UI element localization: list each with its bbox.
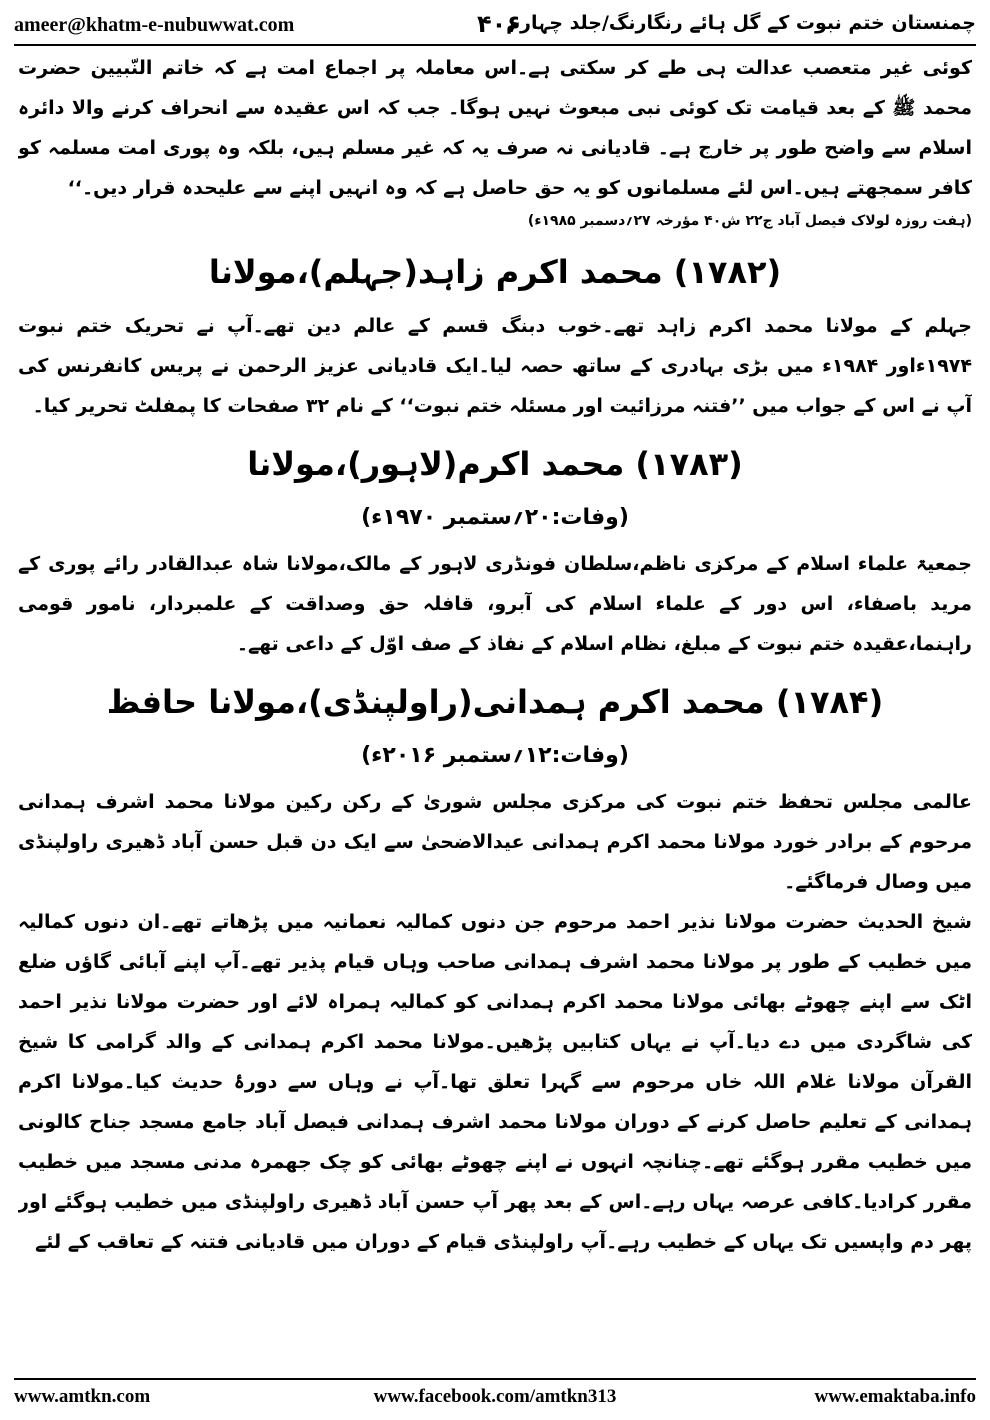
- footer-link-facebook[interactable]: www.facebook.com/amtkn313: [373, 1386, 617, 1407]
- footer-link-emaktaba[interactable]: www.emaktaba.info: [814, 1386, 976, 1407]
- entry-1782: [18, 248, 972, 426]
- entry-paragraph: عالمی مجلس تحفظ ختم نبوت کی مرکزی مجلس شوریٰ کے رکن رکین مولانا محمد اشرف ہمدانی مرحوم کے برادر خورد مولانا محمد اکرم ہمدانی عیدالاضحیٰ سے ایک دن قبل حسن آباد ڈھیری راولپنڈی میں وصال فرماگئے۔: [18, 791, 972, 893]
- page-number: ۴۰۶: [477, 10, 521, 38]
- book-title: چمنستان ختم نبوت کے گل ہائے رنگارنگ/جلد چہارم: [506, 12, 976, 34]
- page-content: [18, 48, 972, 1372]
- header-divider: [14, 44, 976, 46]
- intro-reference: (ہفت روزہ لولاک فیصل آباد ج۲۲ ش۴۰ مؤرخہ ۲۷؍دسمبر ۱۹۸۵ء): [527, 213, 972, 229]
- page-footer: [14, 1386, 976, 1412]
- page-header: [14, 8, 976, 42]
- entry-paragraph: جہلم کے مولانا محمد اکرم زاہد تھے۔خوب دبنگ قسم کے عالم دین تھے۔آپ نے تحریک ختم نبوت ۱۹۷۴ءاور ۱۹۸۴ء میں بڑی بہادری کے ساتھ حصہ لیا۔ایک قادیانی عزیز الرحمن نے پریس کانفرنس کی آپ نے اس کے جواب میں ’’فتنہ مرزائیت اور مسئلہ ختم نبوت‘‘ کے نام ۳۲ صفحات کا پمفلٹ تحریر کیا۔: [18, 315, 972, 417]
- entry-1784: [18, 678, 972, 1262]
- entry-heading: (۱۷۸۳) محمد اکرم(لاہور)،مولانا: [247, 445, 743, 483]
- entry-death-date: (وفات:۲۰؍ستمبر ۱۹۷۰ء): [361, 505, 629, 530]
- intro-paragraph: کوئی غیر متعصب عدالت ہی طے کر سکتی ہے۔اس معاملہ پر اجماع امت ہے کہ خاتم النّبیین حضرت محمد ﷺ کے بعد قیامت تک کوئی نبی مبعوث نہیں ہوگا۔ جب کہ اس عقیدہ سے انحراف کرنے والا دائرہ اسلام سے واضح طور پر خارج ہے۔ قادیانی نہ صرف یہ کہ غیر مسلم ہیں، بلکہ وہ پوری امت مسلمہ کو کافر سمجھتے ہیں۔اس لئے مسلمانوں کو یہ حق حاصل ہے کہ وہ انہیں اپنے سے علیحدہ قرار دیں۔‘‘: [18, 57, 972, 199]
- entry-heading: (۱۷۸۲) محمد اکرم زاہد(جہلم)،مولانا: [208, 253, 782, 291]
- entry-paragraph: جمعیۃ علماء اسلام کے مرکزی ناظم،سلطان فونڈری لاہور کے مالک،مولانا شاہ عبدالقادر رائے پوری کے مرید باصفاء، اس دور کے علماء اسلام کی آبرو، قافلہ حق وصداقت کے علمبردار، نامور قومی راہنما،عقیدہ ختم نبوت کے مبلغ، نظام اسلام کے نفاذ کے صف اوّل کے داعی تھے۔: [18, 553, 972, 655]
- entry-death-date: (وفات:۱۲؍ستمبر ۲۰۱۶ء): [361, 743, 629, 768]
- footer-divider: [14, 1378, 976, 1380]
- footer-link-amtkn[interactable]: www.amtkn.com: [14, 1386, 151, 1407]
- entry-paragraph: شیخ الحدیث حضرت مولانا نذیر احمد مرحوم جن دنوں کمالیہ نعمانیہ میں پڑھاتے تھے۔ان دنوں کمالیہ میں خطیب کے طور پر مولانا محمد اشرف ہمدانی صاحب وہاں قیام پذیر تھے۔آپ اپنے آبائی گاؤں ضلع اٹک سے اپنے چھوٹے بھائی مولانا محمد اکرم ہمدانی کو کمالیہ ہمراہ لائے اور حضرت مولانا نذیر احمد کی شاگردی میں دے دیا۔آپ نے یہاں کتابیں پڑھیں۔مولانا محمد اکرم ہمدانی کے والد گرامی کا شیخ القرآن مولانا غلام اللہ خاں مرحوم سے گہرا تعلق تھا۔آپ نے وہاں سے دورۂ حدیث کیا۔مولانا اکرم ہمدانی کے تعلیم حاصل کرنے کے دوران مولانا محمد اشرف ہمدانی فیصل آباد جامع مسجد جناح کالونی میں خطیب مقرر ہوگئے تھے۔چنانچہ انہوں نے اپنے چھوٹے بھائی کو چک جھمرہ مدنی مسجد میں خطیب مقرر کرادیا۔کافی عرصہ یہاں رہے۔اس کے بعد پھر آپ حسن آباد ڈھیری راولپنڈی میں خطیب ہوگئے اور پھر دم واپسیں تک یہاں کے خطیب رہے۔آپ راولپنڈی قیام کے دوران میں قادیانی فتنہ کے تعاقب کے لئے: [18, 911, 972, 1253]
- entry-heading: (۱۷۸۴) محمد اکرم ہمدانی(راولپنڈی)،مولانا حافظ: [106, 683, 884, 721]
- entry-1783: [18, 440, 972, 664]
- header-email: ameer@khatm-e-nubuwwat.com: [14, 14, 295, 36]
